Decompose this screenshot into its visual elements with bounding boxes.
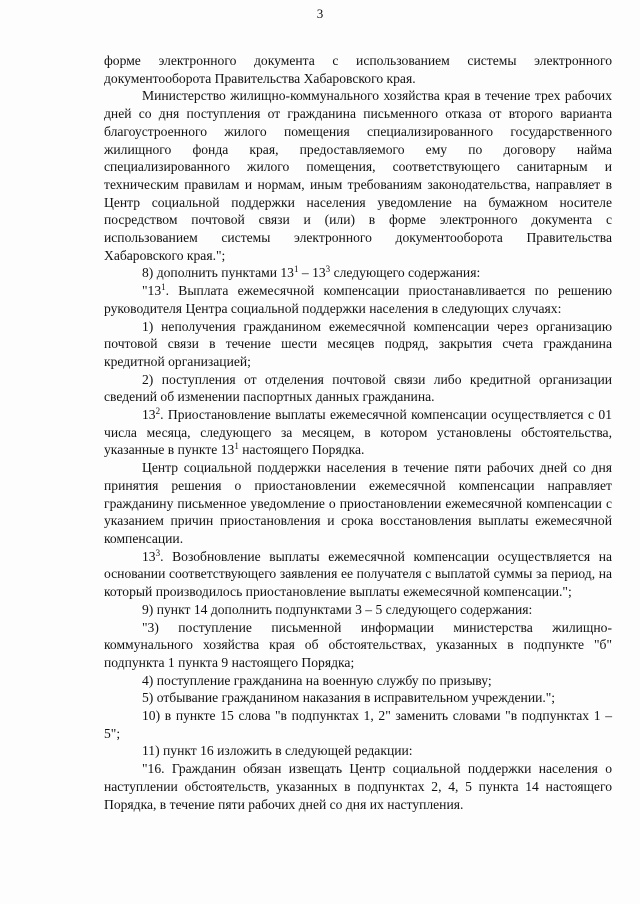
paragraph-text: следующего содержания: — [330, 265, 481, 281]
paragraph-text: "16. Гражданин обязан извещать Центр социальной поддержки населения о наступлении обстоятельств, указанных в подпунктах 2, 4, 5 пункта 14 настоящего Порядка, в течение пяти рабочих дней со дня их наступления. — [104, 761, 612, 812]
superscript-index: 3 — [325, 264, 331, 275]
paragraph-text: . Возобновление выплаты ежемесячной компенсации осуществляется на основании соответствующего заявления ее получателя с выплатой суммы за период, на который производилось приостановление выплаты ежемесячной компенсации."; — [104, 548, 612, 600]
paragraph — [104, 406, 612, 459]
superscript-index: 2 — [155, 406, 161, 417]
paragraph — [104, 707, 612, 742]
paragraph — [104, 672, 612, 690]
paragraph-text: – 13 — [298, 265, 326, 281]
paragraph — [104, 318, 612, 371]
paragraph-text: Центр социальной поддержки населения в течение пяти рабочих дней со дня принятия решения о приостановлении ежемесячной компенсации направляет гражданину письменное уведомление о приостановлении ежемесячной компенсации с указанием причин приостановления и срока восстановления выплаты ежемесячной компенсации. — [104, 460, 612, 546]
paragraph — [104, 760, 612, 813]
document-body — [104, 52, 612, 813]
paragraph-text: 13 — [142, 548, 156, 564]
paragraph-text: "3) поступление письменной информации министерства жилищно-коммунального хозяйства края об обстоятельствах, указанных в подпункте "б" подпункта 1 пункта 9 настоящего Порядка; — [104, 619, 612, 670]
paragraph-text: 5) отбывание гражданином наказания в исправительном учреждении."; — [142, 690, 556, 706]
paragraph — [104, 371, 612, 406]
paragraph-text: . Приостановление выплаты ежемесячной компенсации осуществляется с 01 числа месяца, следующего за месяцем, в котором установлены обстоятельства, указанные в пункте 13 — [104, 407, 612, 458]
paragraph-text: 4) поступление гражданина на военную службу по призыву; — [142, 672, 492, 688]
paragraph — [104, 264, 612, 282]
superscript-index: 1 — [234, 441, 239, 452]
paragraph-text: 13 — [142, 407, 156, 423]
paragraph — [104, 548, 612, 601]
page-number: 3 — [316, 6, 324, 21]
superscript-index: 1 — [161, 282, 166, 293]
paragraph-text: . Выплата ежемесячной компенсации приостанавливается по решению руководителя Центра социальной поддержки населения в следующих случаях: — [104, 283, 612, 316]
paragraph-text: 9) пункт 14 дополнить подпунктами 3 – 5 следующего содержания: — [142, 601, 533, 617]
paragraph-text: 2) поступления от отделения почтовой связи либо кредитной организации сведений об изменении паспортных данных гражданина. — [104, 371, 612, 405]
paragraph-text: 10) в пункте 15 слова "в подпунктах 1, 2" заменить словами "в подпунктах 1 – 5"; — [104, 708, 612, 741]
paragraph — [104, 52, 612, 87]
superscript-index: 3 — [155, 547, 161, 558]
paragraph — [104, 459, 612, 548]
paragraph — [104, 619, 612, 672]
paragraph-text: 11) пункт 16 изложить в следующей редакции: — [142, 743, 413, 759]
superscript-index: 1 — [293, 264, 299, 275]
paragraph — [104, 742, 612, 760]
paragraph-text: 1) неполучения гражданином ежемесячной компенсации через организацию почтовой связи в течение шести месяцев подряд, закрытия счета гражданина кредитной организацией; — [104, 318, 612, 369]
paragraph-text: 8) дополнить пунктами 13 — [142, 265, 294, 281]
paragraph — [104, 282, 612, 317]
paragraph — [104, 689, 612, 707]
paragraph-text: настоящего Порядка. — [238, 442, 365, 458]
paragraph-text: Министерство жилищно-коммунального хозяйства края в течение трех рабочих дней со дня поступления от гражданина письменного отказа от второго варианта благоустроенного жилого помещения специализированного государственного жилищного фонда края, предоставляемого ему по договору найма специализированного жилого помещения, соответствующего санитарным и техническим правилам и нормам, иным требованиям законодательства, направляет в Центр социальной поддержки населения уведомление на бумажном носителе посредством почтовой связи и (или) в форме электронного документа с использованием системы электронного документооборота Правительства Хабаровского края."; — [104, 88, 612, 263]
paragraph-text: "13 — [142, 283, 162, 299]
paragraph-text: форме электронного документа с использованием системы электронного документооборота Правительства Хабаровского края. — [104, 53, 612, 86]
paragraph — [104, 601, 612, 619]
paragraph — [104, 87, 612, 264]
